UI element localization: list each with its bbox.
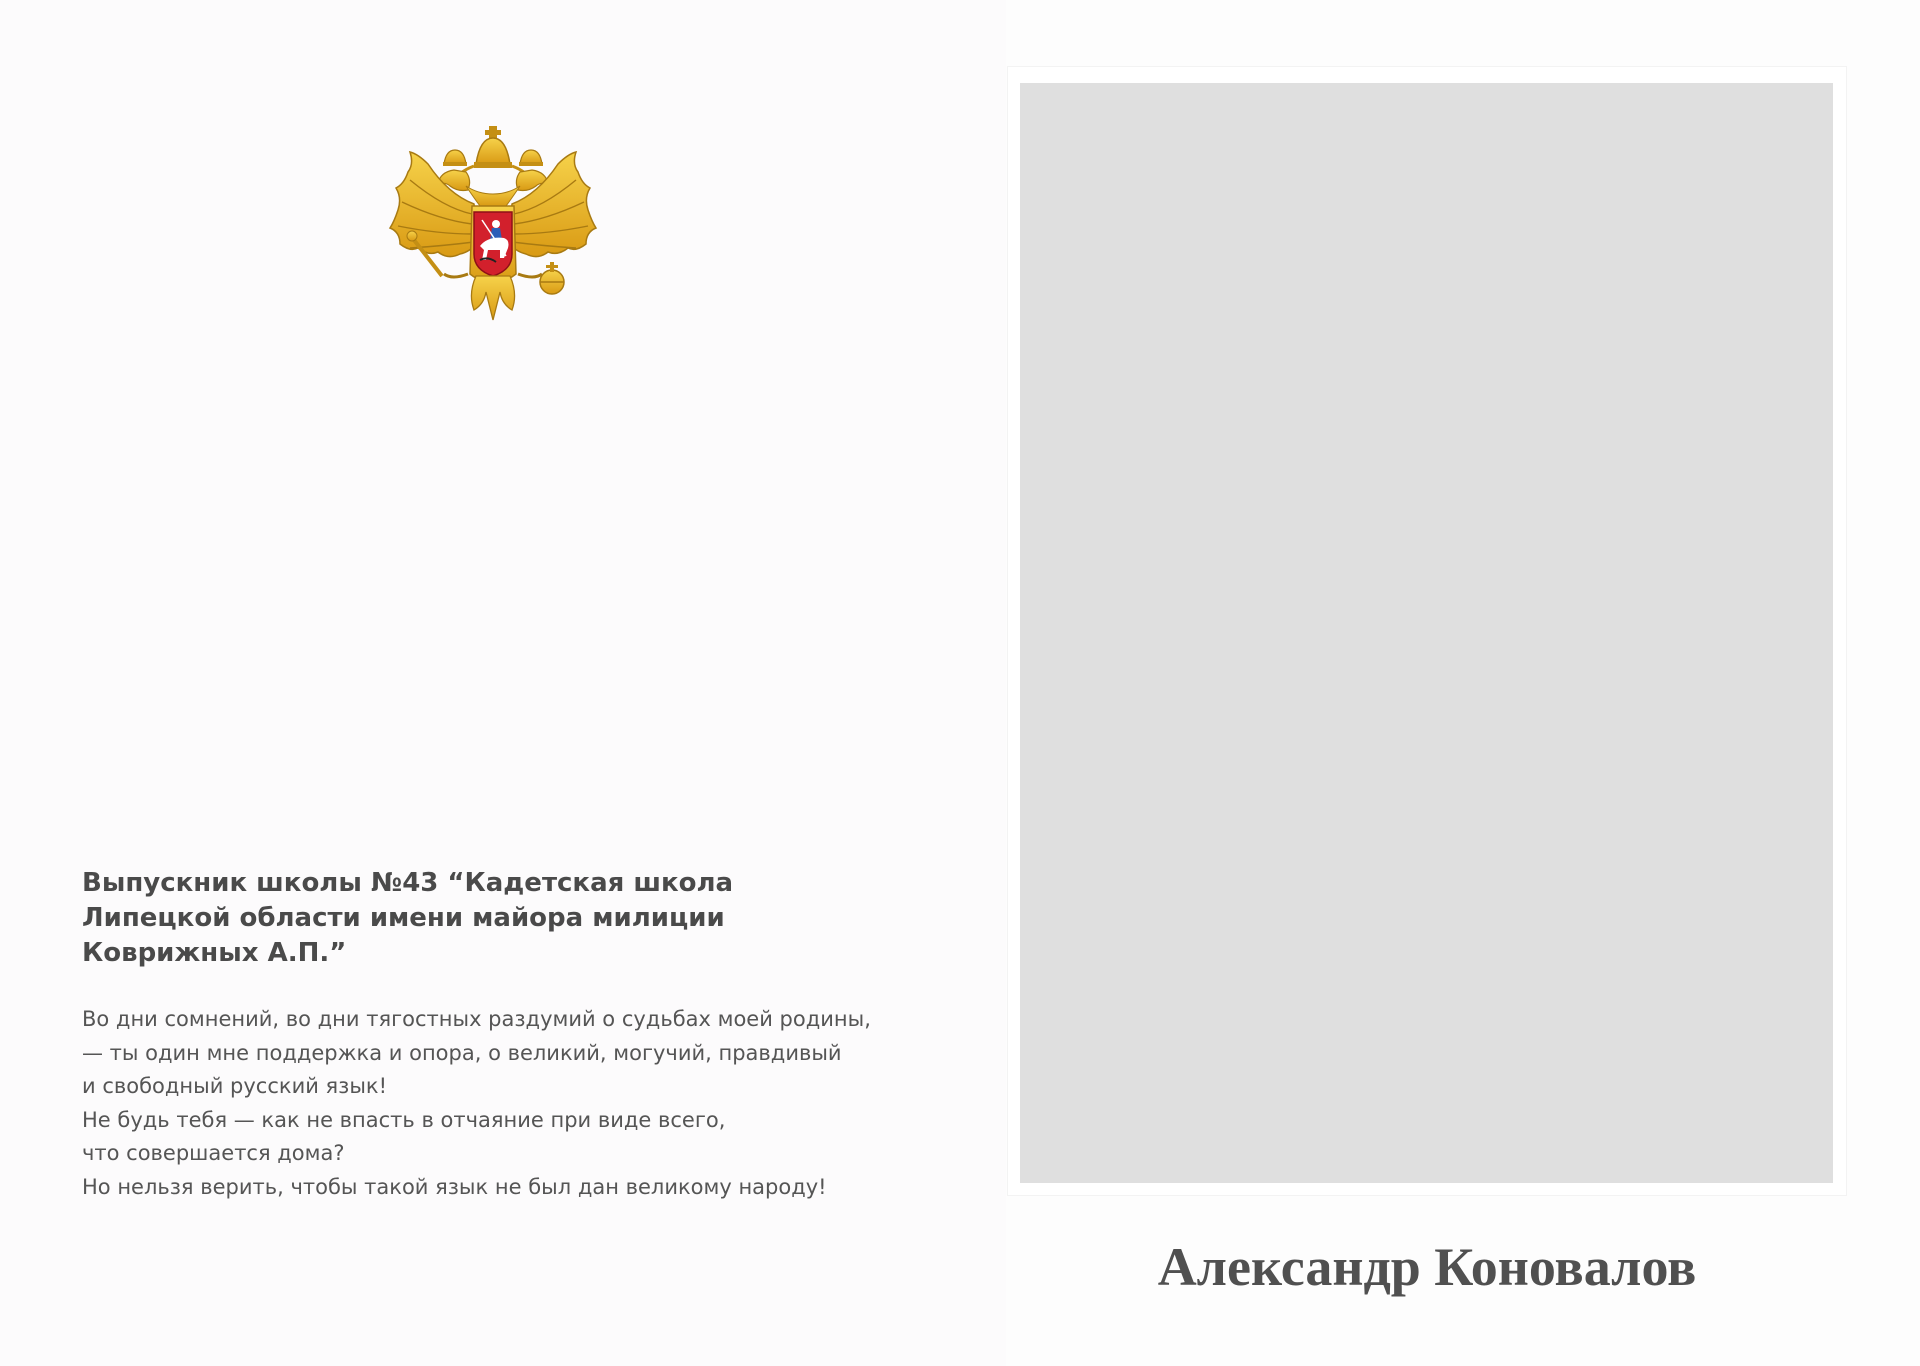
school-title: Выпускник школы №43 “Кадетская школа Липецкой области имени майора милиции Коврижных А.П.” [82, 868, 734, 968]
poem-text: Во дни сомнений, во дни тягостных раздумий о судьбах моей родины, — ты один мне поддержка и опора, о великий, могучий, правдивый и свободный русский язык! Не будь тебя — как не впасть в отчаяние при виде всего, что совершается дома? Но нельзя верить, чтобы такой язык не был дан великому народу! [82, 1007, 871, 1199]
photo-frame [1008, 67, 1846, 1195]
coat-of-arms-icon [388, 124, 598, 344]
person-name: Александр Коновалов [1157, 1237, 1697, 1297]
photo-placeholder [1020, 83, 1833, 1183]
